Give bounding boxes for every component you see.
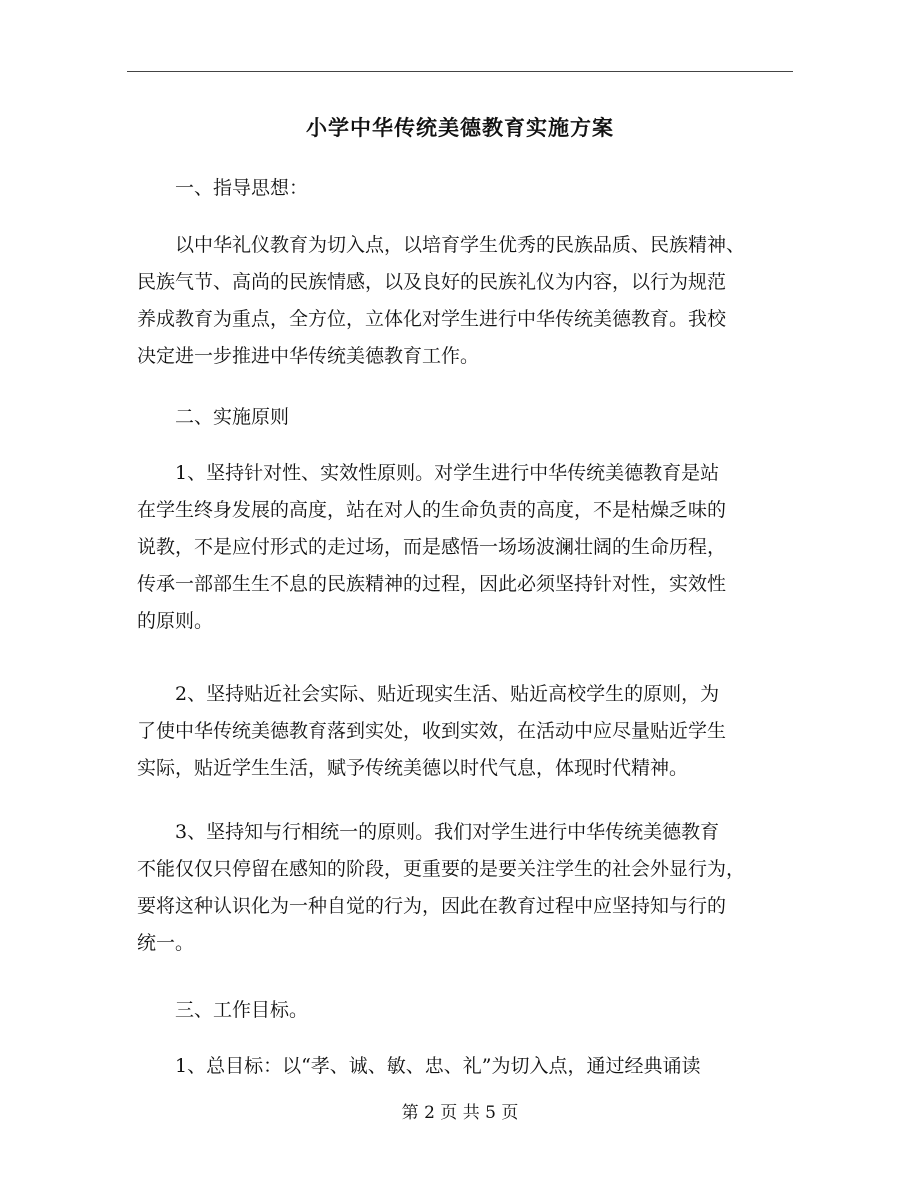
text-line: 要将这种认识化为一种自觉的行为，因此在教育过程中应坚持知与行的	[137, 895, 727, 917]
header-rule	[127, 71, 793, 72]
text-line: 2、坚持贴近社会实际、贴近现实生活、贴近高校学生的原则，为	[175, 683, 720, 705]
paragraph-guiding-ideology	[137, 227, 787, 375]
paragraph-principle-3	[137, 814, 787, 962]
paragraph-goal-1	[137, 1048, 787, 1085]
text-line: 以中华礼仪教育为切入点，以培育学生优秀的民族品质、民族精神、	[175, 234, 746, 256]
document-title: 小学中华传统美德教育实施方案	[306, 115, 614, 140]
text-line: 3、坚持知与行相统一的原则。我们对学生进行中华传统美德教育	[175, 821, 720, 843]
text-line: 决定进一步推进中华传统美德教育工作。	[137, 345, 480, 367]
text-line: 了使中华传统美德教育落到实处，收到实效，在活动中应尽量贴近学生	[137, 720, 727, 742]
page-footer: 第 2 页 共 5 页	[401, 1103, 519, 1123]
text-line: 1、总目标：以“孝、诚、敏、忠、礼”为切入点，通过经典诵读	[175, 1055, 701, 1077]
section-heading-work-goals: 三、工作目标。	[175, 999, 309, 1021]
text-line: 1、坚持针对性、实效性原则。对学生进行中华传统美德教育是站	[175, 462, 720, 484]
section-heading-principles: 二、实施原则	[175, 406, 290, 428]
text-line: 民族气节、高尚的民族情感，以及良好的民族礼仪为内容，以行为规范	[137, 271, 727, 293]
text-line: 在学生终身发展的高度，站在对人的生命负责的高度，不是枯燥乏味的	[137, 499, 727, 521]
section-heading-guiding-ideology: 一、指导思想：	[175, 177, 309, 199]
paragraph-principle-1	[137, 455, 787, 640]
text-line: 不能仅仅只停留在感知的阶段，更重要的是要关注学生的社会外显行为，	[137, 858, 746, 880]
text-line: 统一。	[137, 932, 195, 954]
text-line: 的原则。	[137, 610, 214, 632]
text-line: 养成教育为重点，全方位，立体化对学生进行中华传统美德教育。我校	[137, 308, 727, 330]
text-line: 传承一部部生生不息的民族精神的过程，因此必须坚持针对性，实效性	[137, 573, 727, 595]
paragraph-principle-2	[137, 676, 787, 787]
text-line: 说教，不是应付形式的走过场，而是感悟一场场波澜壮阔的生命历程，	[137, 536, 727, 558]
text-line: 实际，贴近学生生活，赋予传统美德以时代气息，体现时代精神。	[137, 757, 689, 779]
